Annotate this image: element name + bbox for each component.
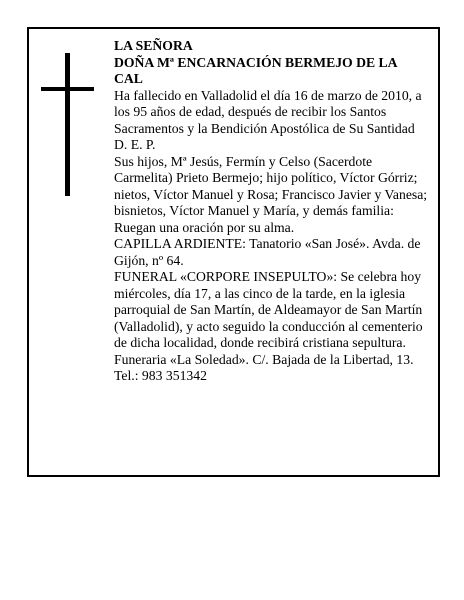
funeral-home: Funeraria «La Soledad». C/. Bajada de la Libertad, 13. — [114, 351, 414, 367]
prayer-request: Ruegan una oración por su alma. — [114, 219, 295, 235]
rip: D. E. P. — [114, 137, 156, 152]
cross-icon-bar — [41, 87, 94, 91]
family-list: Sus hijos, Mª Jesús, Fermín y Celso (Sacerdote Carmelita) Prieto Bermejo; hijo político, Víctor Górriz; nietos, Víctor Manuel y Rosa; Francisco Javier y Vanesa; bisnietos, Víctor Manuel y María, y demás familia: — [114, 153, 428, 218]
chapel-info: CAPILLA ARDIENTE: Tanatorio «San José». Avda. de Gijón, nº 64. — [114, 236, 421, 268]
heading: LA SEÑORA — [114, 38, 193, 53]
funeral-info: FUNERAL «CORPORE INSEPULTO»: Se celebra hoy miércoles, día 17, a las cinco de la tarde, en la iglesia parroquial de San Martín, de Aldeamayor de San Martín (Valladolid), y acto seguido la conducción al cementerio de dicha localidad, donde recibirá cristiana sepultura. — [114, 269, 423, 350]
phone: Tel.: 983 351342 — [114, 368, 207, 383]
obituary-text — [114, 38, 429, 385]
deceased-name: DOÑA Mª ENCARNACIÓN BERMEJO DE LA CAL — [114, 54, 397, 86]
death-notice: Ha fallecido en Valladolid el día 16 de marzo de 2010, a los 95 años de edad, después de recibir los Santos Sacramentos y la Bendición Apostólica de Su Santidad — [114, 87, 422, 136]
cross-icon — [65, 53, 70, 196]
